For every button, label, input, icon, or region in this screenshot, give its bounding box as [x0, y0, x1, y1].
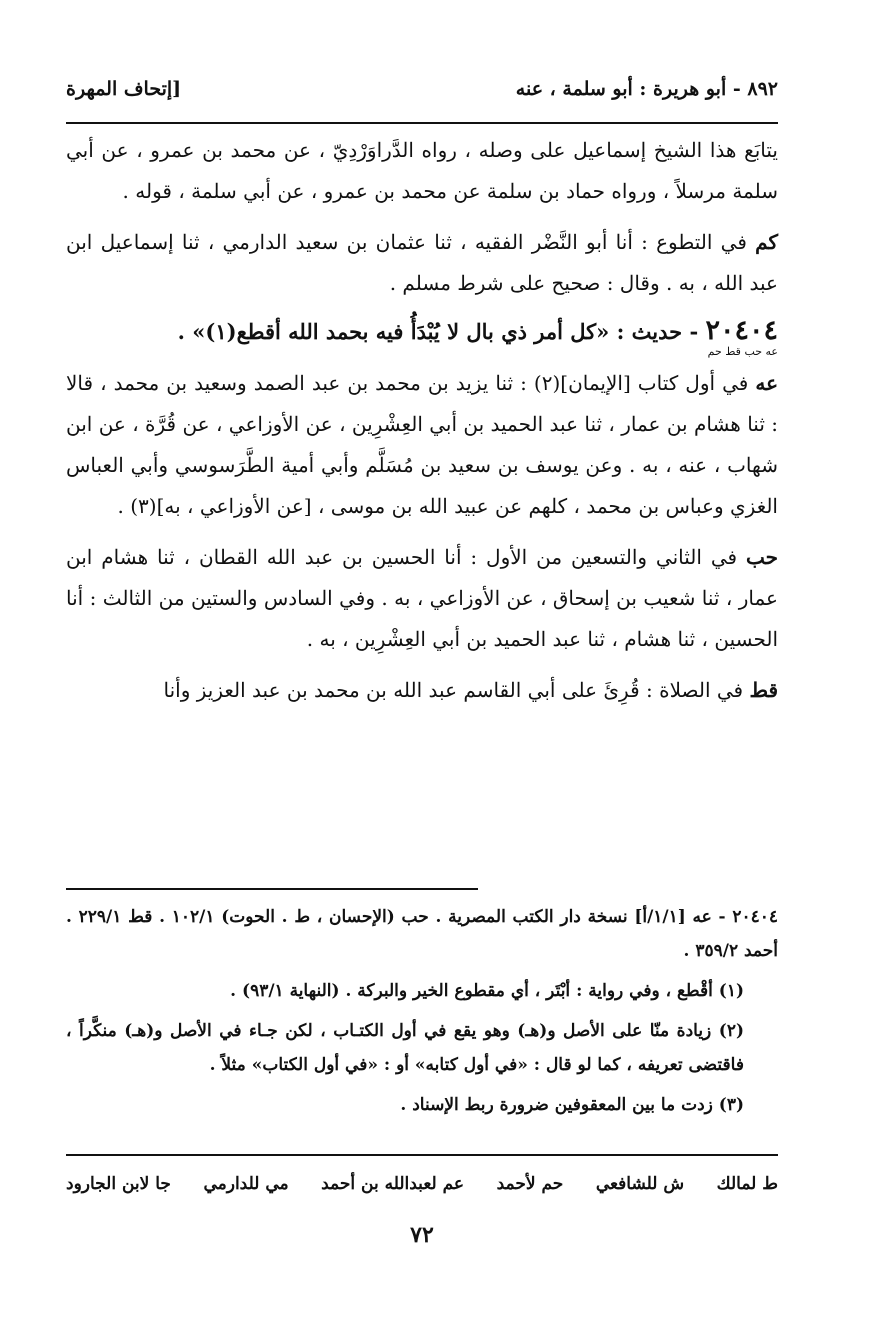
source-siglum: قط [749, 678, 778, 702]
paragraph-qt [66, 670, 778, 711]
source-siglum: عه [755, 371, 778, 395]
footnote-2: (٢) زيادة منّا على الأصل و(هـ) وهو يقع في أول الكتـاب ، لكن جـاء في الأصل و(هـ) منكَّراً ، فاقتضى تعريفه ، كما لو قال : «في أول كتابه» أو : «في أول الكتاب» مثلاً . [66, 1021, 744, 1075]
footnote-1: (١) أقْطع ، وفي رواية : أبْتَر ، أي مقطوع الخير والبركة . (النهاية ٩٣/١) . [230, 981, 744, 1001]
paragraph-kam [66, 222, 778, 304]
hadith-sigla: عه حب قط حم [707, 345, 778, 358]
legend-item: عم لعبدالله بن أحمد [321, 1174, 465, 1194]
hadith-text: - حديث : «كل أمر ذي بال لا يُبْدَأُ فيه بحمد الله أقطع(١)» . [177, 319, 706, 344]
sigla-legend [66, 1162, 778, 1206]
source-siglum: حب [745, 545, 778, 569]
paragraph-continuation: يتابَع هذا الشيخ إسماعيل على وصله ، رواه الدَّراوَرْدِيّ ، عن محمد بن عمرو ، عن أبي سلمة مرسلاً ، ورواه حماد بن سلمة عن محمد بن عمرو ، عن أبي سلمة ، قوله . [66, 138, 778, 203]
header-rule [66, 122, 778, 124]
legend-item: ط لمالك [716, 1174, 778, 1194]
hadith-heading [66, 314, 778, 349]
header-book-title: [إتحاف المهرة [66, 78, 182, 100]
hadith-number: ٢٠٤٠٤ [705, 315, 778, 346]
legend-item: ش للشافعي [595, 1174, 685, 1194]
header-chapter: ٨٩٢ - أبو هريرة : أبو سلمة ، عنه [515, 78, 778, 100]
footnote-3: (٣) زدت ما بين المعقوفين ضرورة ربط الإسناد . [400, 1095, 744, 1115]
running-header [66, 60, 778, 118]
page-number: ٧٢ [410, 1222, 434, 1248]
paragraph-hb [66, 537, 778, 660]
source-siglum: كم [755, 230, 778, 254]
paragraph-text: في الثاني والتسعين من الأول : أنا الحسين بن عبد الله القطان ، ثنا هشام ابن عمار ، ثنا شعيب بن إسحاق ، عن الأوزاعي ، به . وفي السادس والستين من الثالث : أنا الحسين ، ثنا هشام ، ثنا عبد الحميد بن أبي العِشْرِين ، به . [66, 545, 778, 651]
legend-rule [66, 1154, 778, 1156]
paragraph-text: في التطوع : أنا أبو النَّضْر الفقيه ، ثنا عثمان بن سعيد الدارمي ، ثنا إسماعيل ابن عبد الله ، به . وقال : صحيح على شرط مسلم . [66, 230, 778, 295]
paragraph-text: في الصلاة : قُرِئَ على أبي القاسم عبد الله بن محمد بن عبد العزيز وأنا [163, 678, 750, 702]
footnote-reference: ٢٠٤٠٤ - عه [١/١/أ] نسخة دار الكتب المصرية . حب (الإحسان ، ط . الحوت) ١٠٢/١ . قط ٢٢٩/١ . أحمد ٣٥٩/٢ . [66, 907, 778, 961]
legend-item: جا لابن الجارود [66, 1174, 171, 1194]
paragraph-ah [66, 363, 778, 527]
legend-item: حم لأحمد [496, 1174, 564, 1194]
footnotes [66, 900, 778, 1128]
legend-item: مي للدارمي [203, 1174, 289, 1194]
paragraph-text: في أول كتاب [الإيمان](٢) : ثنا يزيد بن محمد بن عبد الصمد وسعيد بن محمد ، قالا : ثنا هشام بن عمار ، ثنا عبد الحميد بن أبي العِشْرِين ، عن الأوزاعي ، عن قُرَّة ، عن ابن شهاب ، عنه ، به . وعن يوسف بن سعيد بن مُسَلَّم وأبي أمية الطَّرَسوسي وأبي العباس الغزي وعباس بن محمد ، كلهم عن عبيد الله بن موسى ، [عن الأوزاعي ، به](٣) . [65, 371, 778, 518]
footnote-rule [66, 888, 478, 890]
main-text [66, 130, 778, 721]
